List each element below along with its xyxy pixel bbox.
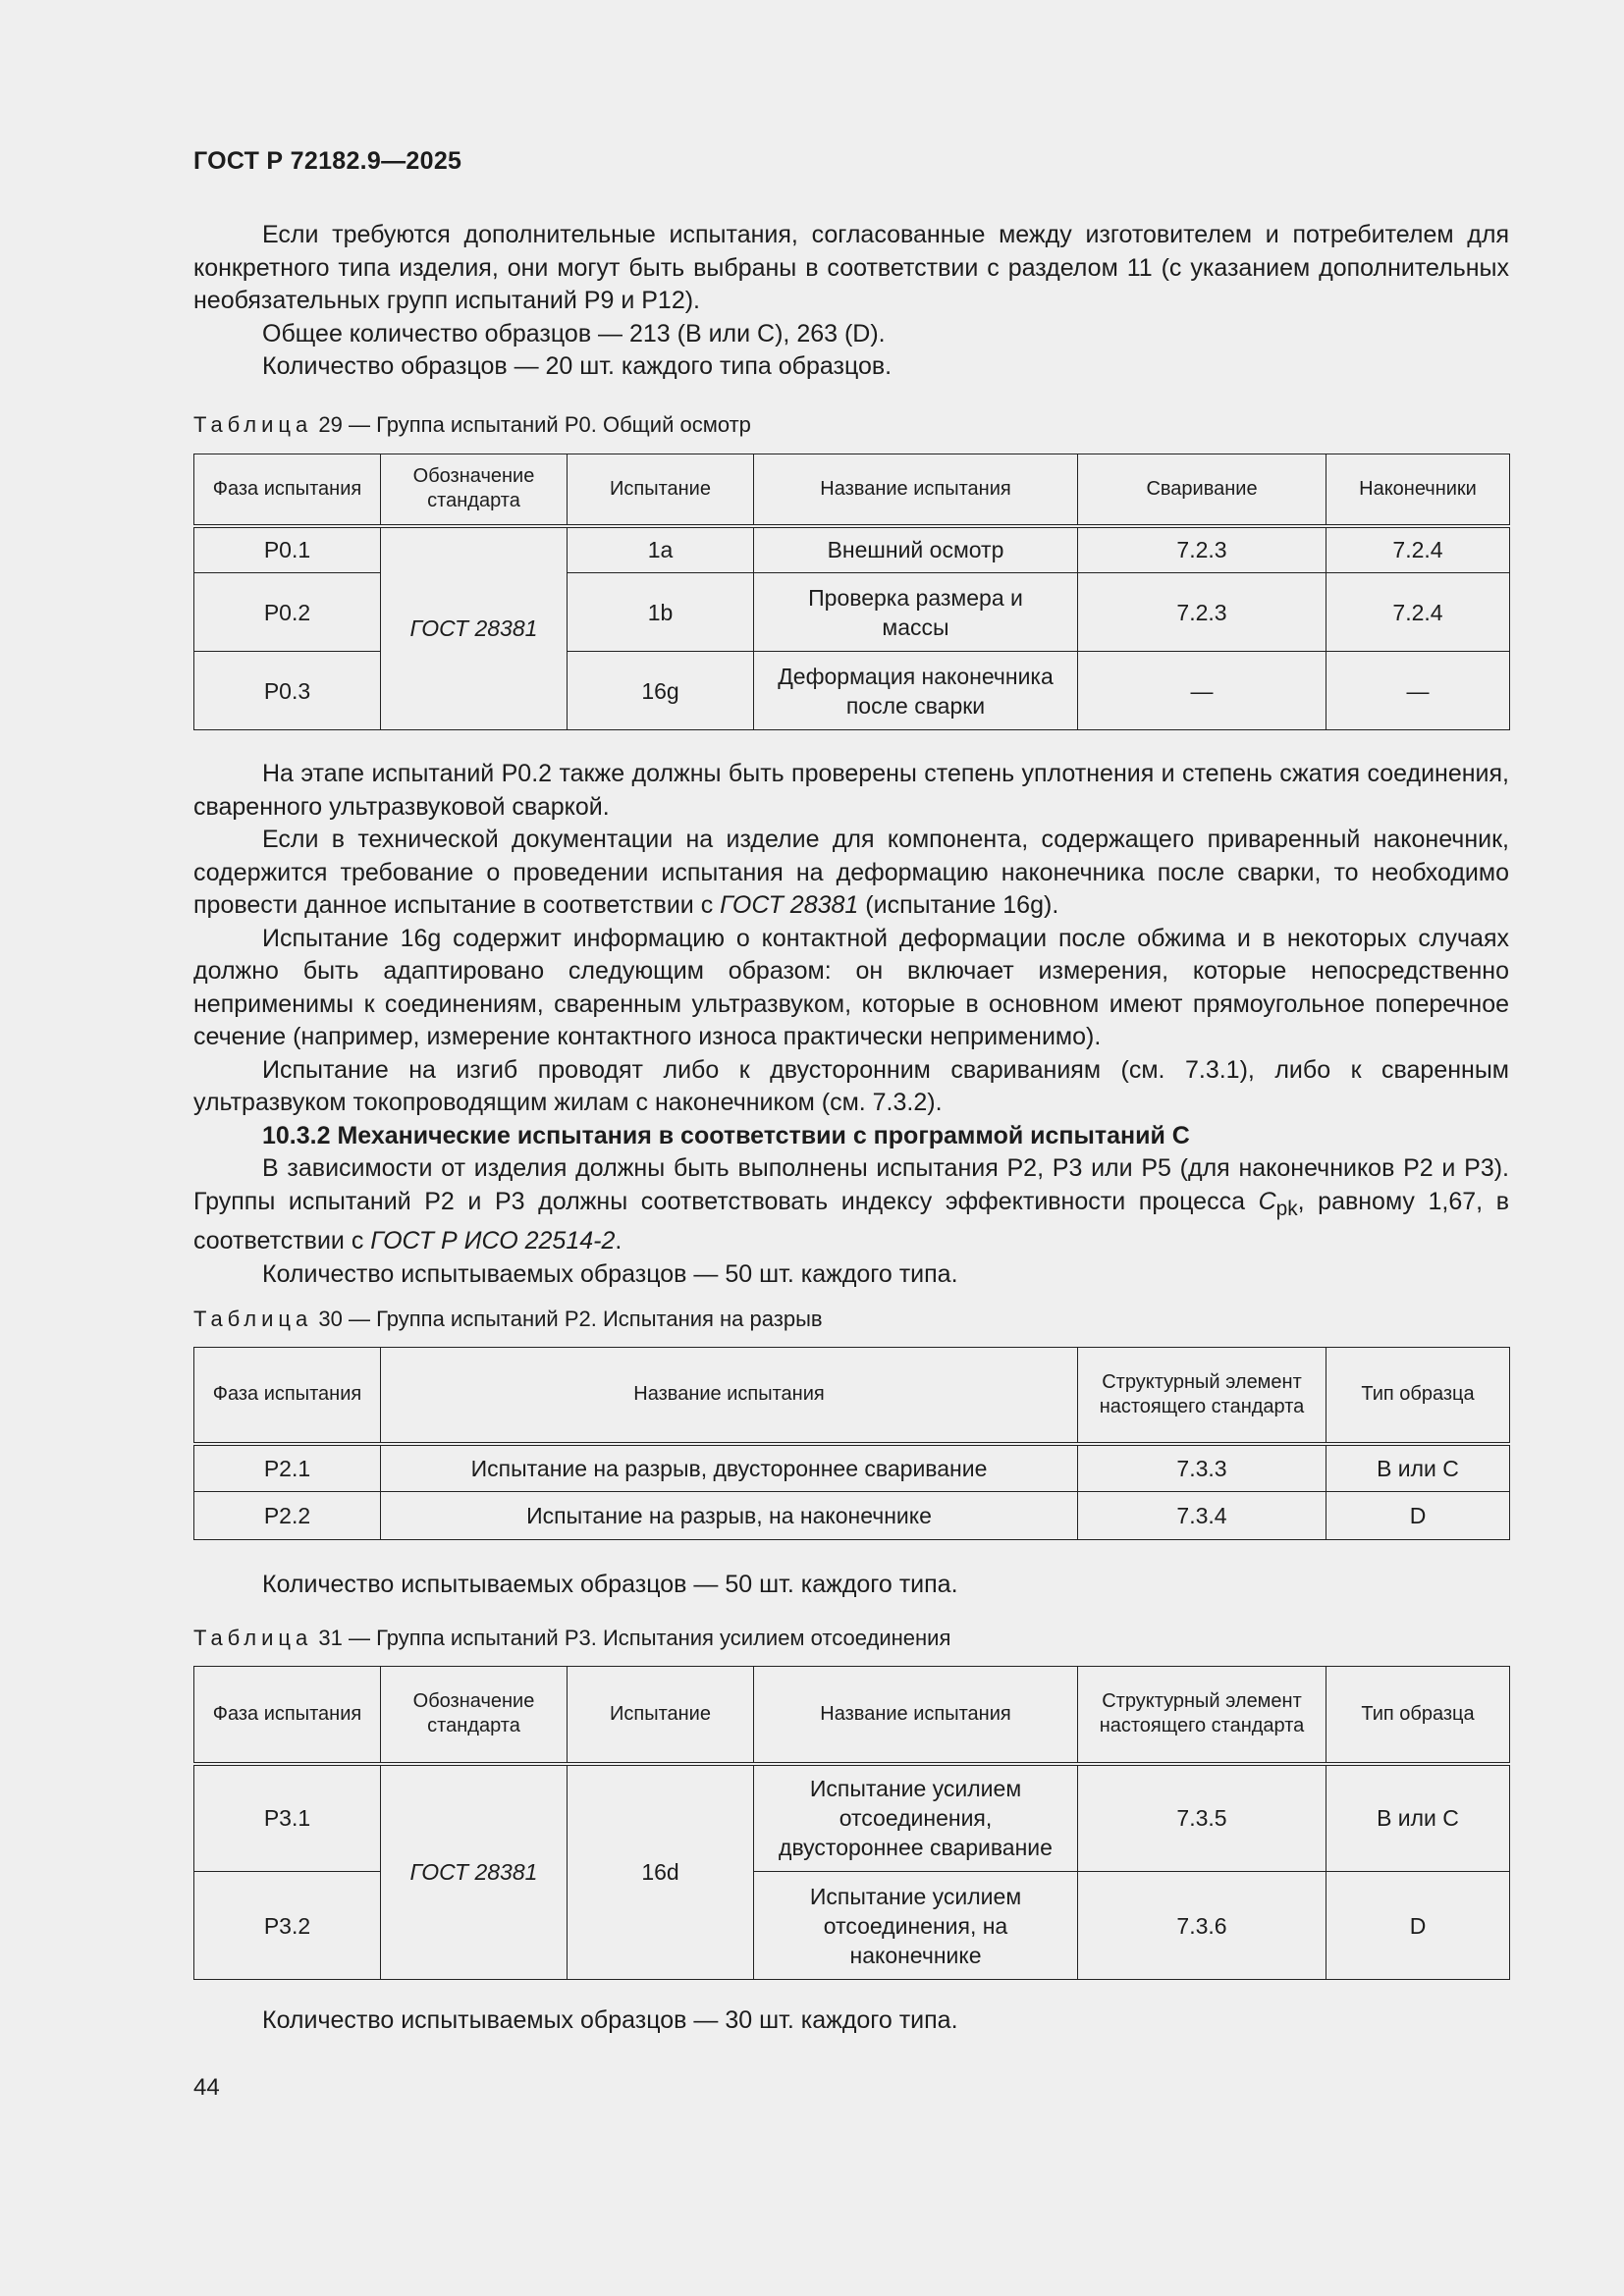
cell-phase: Р0.1: [194, 526, 381, 573]
cell-phase: Р2.1: [194, 1444, 381, 1492]
column-header: Фаза испытания: [194, 1348, 381, 1444]
table29: [193, 454, 1510, 730]
column-header: Обозначение стандарта: [381, 454, 568, 526]
body-paragraph: Количество испытываемых образцов — 30 шт. каждого типа.: [262, 2006, 958, 2034]
body-paragraph: Количество испытываемых образцов — 50 шт. каждого типа.: [262, 1259, 958, 1288]
cell-phase: Р2.2: [194, 1492, 381, 1540]
column-header: Структурный элемент настоящего стандарта: [1078, 1667, 1326, 1764]
text-run: Если в технической документации на изделие для компонента, содержащего приваренный наконечник, содержится требование о проведении испытания на деформацию наконечника после сварки, то необходимо провести данное испытание в соответствии с: [193, 826, 1509, 919]
cell-name: Испытание на разрыв, двустороннее сваривание: [381, 1444, 1078, 1492]
cell-element: 7.3.5: [1078, 1764, 1326, 1872]
cell-phase: Р3.2: [194, 1872, 381, 1980]
cell-phase: Р3.1: [194, 1764, 381, 1872]
column-header: Сваривание: [1078, 454, 1326, 526]
body-paragraph: На этапе испытаний Р0.2 также должны быть проверены степень уплотнения и степень сжатия соединения, сваренного ультразвуковой сваркой.: [193, 760, 1509, 821]
column-header: Испытание: [568, 1667, 754, 1764]
standard-reference: ГОСТ Р ИСО 22514-2: [370, 1227, 616, 1255]
column-header: Название испытания: [381, 1348, 1078, 1444]
closing-text: [193, 2004, 1509, 2038]
text-run: (испытание 16g).: [858, 891, 1059, 919]
table-header-row: [194, 1348, 1510, 1444]
body-paragraph: Количество испытываемых образцов — 50 шт. каждого типа.: [262, 1571, 958, 1598]
section-heading: 10.3.2 Механические испытания в соответствии с программой испытаний С: [262, 1121, 1190, 1149]
table-row: [194, 1444, 1510, 1492]
index-subscript: pk: [1275, 1197, 1298, 1220]
cell-name: Испытание усилием отсоединения, двустороннее сваривание: [754, 1764, 1078, 1872]
cell-name: Испытание усилием отсоединения, на наконечнике: [754, 1872, 1078, 1980]
cell-test: 1b: [568, 573, 754, 652]
column-header: Фаза испытания: [194, 454, 381, 526]
document-header: ГОСТ Р 72182.9—2025: [193, 147, 462, 175]
cell-terminals: 7.2.4: [1326, 526, 1510, 573]
cell-type: В или С: [1326, 1764, 1510, 1872]
table30: [193, 1347, 1510, 1540]
cell-phase: Р0.2: [194, 573, 381, 652]
column-header: Название испытания: [754, 454, 1078, 526]
body-paragraph: Испытание на изгиб проводят либо к двусторонним свариваниям (см. 7.3.1), либо к сваренным ультразвуком токопроводящим жилам с наконечником (см. 7.3.2).: [193, 1055, 1509, 1116]
cell-welding: 7.2.3: [1078, 526, 1326, 573]
table29-caption: [193, 412, 751, 438]
table30-caption: [193, 1307, 823, 1332]
text-run: .: [615, 1227, 623, 1255]
cell-test: 16g: [568, 652, 754, 730]
cell-type: В или С: [1326, 1444, 1510, 1492]
cell-name: Внешний осмотр: [754, 526, 1078, 573]
column-header: Фаза испытания: [194, 1667, 381, 1764]
caption-word: Таблица: [193, 1307, 313, 1331]
cell-test: 1a: [568, 526, 754, 573]
page-number: 44: [193, 2074, 220, 2101]
body-paragraph: [193, 1152, 1509, 1258]
cell-terminals: —: [1326, 652, 1510, 730]
column-header: Испытание: [568, 454, 754, 526]
table31: [193, 1666, 1510, 1980]
caption-word: Таблица: [193, 1626, 313, 1650]
table-row: [194, 1492, 1510, 1540]
column-header: Наконечники: [1326, 454, 1510, 526]
cell-welding: —: [1078, 652, 1326, 730]
cell-terminals: 7.2.4: [1326, 573, 1510, 652]
cell-phase: Р0.3: [194, 652, 381, 730]
table-row: [194, 526, 1510, 573]
text-run: , равному 1,67, в соответствии с: [193, 1187, 1509, 1255]
cell-welding: 7.2.3: [1078, 573, 1326, 652]
body-text: [193, 758, 1509, 1291]
caption-word: Таблица: [193, 412, 313, 437]
column-header: Структурный элемент настоящего стандарта: [1078, 1348, 1326, 1444]
table-header-row: [194, 1667, 1510, 1764]
intro-paragraph: Если требуются дополнительные испытания, согласованные между изготовителем и потребителем для конкретного типа изделия, они могут быть выбраны в соответствии с разделом 11 (с указанием дополнительных необязательных групп испытаний Р9 и Р12).: [193, 221, 1509, 314]
column-header: Название испытания: [754, 1667, 1078, 1764]
column-header: Тип образца: [1326, 1348, 1510, 1444]
cell-element: 7.3.6: [1078, 1872, 1326, 1980]
cell-test: 16d: [568, 1764, 754, 1980]
column-header: Тип образца: [1326, 1667, 1510, 1764]
between-text: [193, 1569, 1509, 1602]
index-symbol: C: [1258, 1187, 1276, 1215]
standard-reference: ГОСТ 28381: [720, 891, 859, 919]
cell-name: Деформация наконечника после сварки: [754, 652, 1078, 730]
cell-element: 7.3.4: [1078, 1492, 1326, 1540]
table31-caption: [193, 1626, 950, 1651]
cell-element: 7.3.3: [1078, 1444, 1326, 1492]
column-header: Обозначение стандарта: [381, 1667, 568, 1764]
cell-standard: ГОСТ 28381: [381, 1764, 568, 1980]
caption-text: 31 — Группа испытаний Р3. Испытания усилием отсоединения: [312, 1626, 951, 1650]
body-paragraph: [193, 824, 1509, 923]
cell-name: Проверка размера и массы: [754, 573, 1078, 652]
cell-type: D: [1326, 1492, 1510, 1540]
cell-name: Испытание на разрыв, на наконечнике: [381, 1492, 1078, 1540]
cell-type: D: [1326, 1872, 1510, 1980]
caption-text: 29 — Группа испытаний Р0. Общий осмотр: [312, 412, 751, 437]
cell-standard: ГОСТ 28381: [381, 526, 568, 730]
intro-paragraph: Общее количество образцов — 213 (В или С), 263 (D).: [262, 319, 886, 347]
caption-text: 30 — Группа испытаний Р2. Испытания на разрыв: [312, 1307, 823, 1331]
body-paragraph: Испытание 16g содержит информацию о контактной деформации после обжима и в некоторых случаях должно быть адаптировано следующим образом: он включает измерения, которые непосредственно неприменимы к соединениям, сваренным ультразвуком, которые в основном имеют прямоугольное поперечное сечение (например, измерение контактного износа практически неприменимо).: [193, 924, 1509, 1050]
intro-paragraph: Количество образцов — 20 шт. каждого типа образцов.: [262, 352, 893, 380]
table-header-row: [194, 454, 1510, 526]
table-row: [194, 1764, 1510, 1872]
intro-text: [193, 219, 1509, 384]
text-run: В зависимости от изделия должны быть выполнены испытания Р2, Р3 или Р5 (для наконечников Р2 и Р3). Группы испытаний Р2 и Р3 должны соответствовать индексу эффективности процесса: [193, 1154, 1509, 1215]
